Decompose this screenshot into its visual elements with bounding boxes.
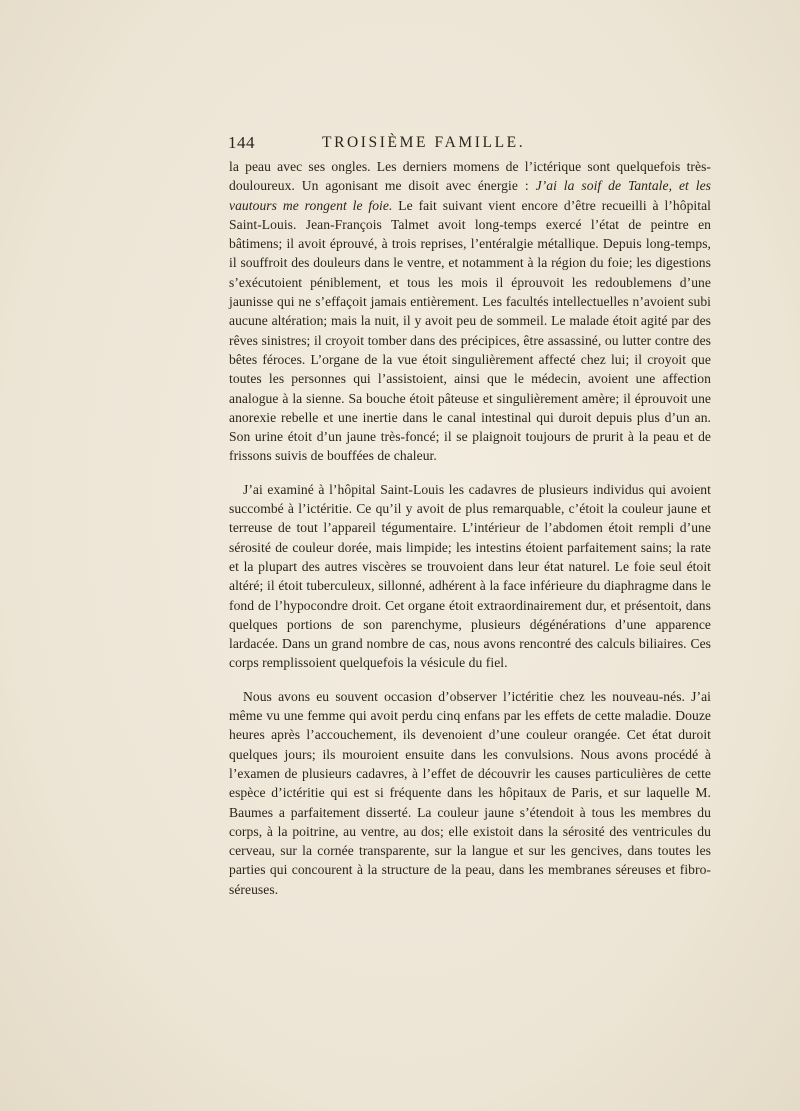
paragraph-3: Nous avons eu souvent occasion d’observer l’ictéritie chez les nouveau-nés. J’ai même vu une femme qui avoit perdu cinq enfans par les effets de cette maladie. Douze heures après l’accouchement, ils devenoient d’une couleur orangée. Cet état duroit quelques jours; ils mouroient ensuite dans les convulsions. Nous avons procédé à l’examen de plusieurs cadavres, à l’effet de découvrir les causes particulières de cette espèce d’ictéritie qui est si fréquente dans les hôpitaux de Paris, et sur laquelle M. Baumes a parfaitement disserté. La couleur jaune s’étendoit à tous les membres du corps, à la poitrine, au ventre, au dos; elle existoit dans la sérosité des ventricules du cerveau, sur la cornée transparente, sur la langue et sur les gencives, dans toutes les parties qui concourent à la structure de la peau, dans les membranes séreuses et fibro-séreuses. <box>229 688 711 897</box>
italic-quote: J’ai la soif de Tantale, et les vautours me rongent le foie. <box>229 178 712 213</box>
paragraph-1 <box>229 157 711 466</box>
paragraph-1-text-a: la peau avec ses ongles. Les derniers momens de l’ictérique sont quelquefois très-douloureux. Un agonisant me disoit avec énergie : <box>229 159 711 194</box>
page-number: 144 <box>228 133 255 152</box>
page-header <box>228 133 710 155</box>
running-head: TROISIÈME FAMILLE. <box>322 134 526 151</box>
paragraph-1-text-b: Le fait suivant vient encore d’être recueilli à l’hôpital Saint-Louis. Jean-François Talmet avoit long-temps exercé l’état de peintre en bâtimens; il avoit éprouvé, à trois reprises, l’entéralgie métallique. Depuis long-temps, il souffroit des douleurs dans le ventre, et notamment à la région du foie; les digestions s’exécutoient péniblement, et tous les mois il éprouvoit les redoublemens d’une jaunisse qui ne s’effaçoit jamais entièrement. Les facultés intellectuelles n’avoient subi aucune altération; mais la nuit, il y avoit peu de sommeil. Le malade étoit agité par des rêves sinistres; il croyoit tomber dans des précipices, être assassiné, ou lutter contre des bêtes féroces. L’organe de la vue étoit singulièrement affecté chez lui; il croyoit que toutes les personnes qui l’assistoient, ainsi que le médecin, avoient une affection analogue à la sienne. Sa bouche étoit pâteuse et singulièrement amère; il éprouvoit une anorexie rebelle et une inertie dans le canal intestinal qui duroit depuis plus d’un an. Son urine étoit d’un jaune très-foncé; il se plaignoit toujours de prurit à la peau et de frissons suivis de bouffées de chaleur. <box>229 197 711 464</box>
body-text <box>229 157 711 899</box>
paragraph-2: J’ai examiné à l’hôpital Saint-Louis les cadavres de plusieurs individus qui avoient succombé à l’ictéritie. Ce qu’il y avoit de plus remarquable, c’étoit la couleur jaune et terreuse de tout l’appareil tégumentaire. L’intérieur de l’abdomen étoit rempli d’une sérosité de couleur dorée, mais limpide; les intestins étoient parfaitement sains; la rate et la plupart des autres viscères se trouvoient dans leur état naturel. Le foie seul étoit altéré; il étoit tuberculeux, sillonné, adhérent à la face inférieure du diaphragme dans le fond de l’hypocondre droit. Cet organe étoit extraordinairement dur, et présentoit, dans quelques portions de son parenchyme, plusieurs dégénérations d’une apparence lardacée. Dans un grand nombre de cas, nous avons rencontré des calculs biliaires. Ces corps remplissoient quelquefois la vésicule du fiel. <box>229 481 711 671</box>
